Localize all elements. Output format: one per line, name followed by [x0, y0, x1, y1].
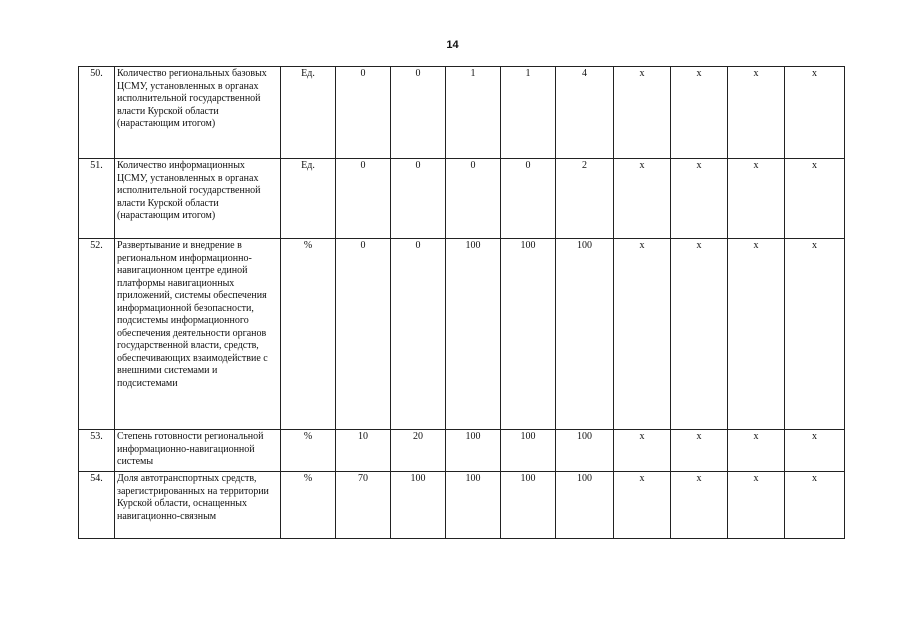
unit-cell: %	[281, 472, 336, 539]
value-cell: 100	[501, 239, 556, 430]
value-cell: х	[785, 472, 845, 539]
value-cell: х	[728, 239, 785, 430]
value-cell: 100	[446, 430, 501, 472]
value-cell: 1	[501, 67, 556, 159]
indicator-name: Доля автотранспортных средств, зарегистрированных на территории Курской области, оснащенных навигационно-связным	[115, 472, 281, 539]
table-row	[79, 430, 845, 472]
row-number: 51.	[79, 159, 115, 239]
value-cell: х	[671, 430, 728, 472]
value-cell: х	[785, 67, 845, 159]
value-cell: 70	[336, 472, 391, 539]
value-cell: 100	[556, 430, 614, 472]
value-cell: 100	[501, 430, 556, 472]
value-cell: х	[614, 472, 671, 539]
unit-cell: %	[281, 239, 336, 430]
indicator-name: Развертывание и внедрение в региональном информационно-навигационном центре единой платформы навигационных приложений, системы обеспечения информационной безопасности, подсистемы информационного обеспечения деятельности органов государственной власти, средств, обеспечивающих взаимодействие с внешними системами и подсистемами	[115, 239, 281, 430]
value-cell: х	[614, 67, 671, 159]
value-cell: 100	[556, 472, 614, 539]
value-cell: 0	[391, 67, 446, 159]
table-row	[79, 159, 845, 239]
value-cell: х	[614, 159, 671, 239]
indicator-name: Количество информационных ЦСМУ, установленных в органах исполнительной государственной власти Курской области (нарастающим итогом)	[115, 159, 281, 239]
value-cell: 0	[501, 159, 556, 239]
row-number: 54.	[79, 472, 115, 539]
unit-cell: Ед.	[281, 67, 336, 159]
value-cell: х	[728, 430, 785, 472]
value-cell: х	[671, 239, 728, 430]
table-row	[79, 472, 845, 539]
unit-cell: Ед.	[281, 159, 336, 239]
value-cell: 0	[336, 239, 391, 430]
indicator-name: Количество региональных базовых ЦСМУ, установленных в органах исполнительной государственной власти Курской области (нарастающим итогом)	[115, 67, 281, 159]
indicator-table	[78, 66, 845, 539]
value-cell: х	[614, 239, 671, 430]
value-cell: х	[785, 159, 845, 239]
value-cell: 1	[446, 67, 501, 159]
value-cell: х	[728, 159, 785, 239]
value-cell: 0	[336, 67, 391, 159]
value-cell: х	[728, 472, 785, 539]
value-cell: х	[671, 159, 728, 239]
value-cell: 0	[391, 159, 446, 239]
value-cell: 100	[501, 472, 556, 539]
value-cell: х	[671, 67, 728, 159]
value-cell: 100	[391, 472, 446, 539]
value-cell: х	[728, 67, 785, 159]
value-cell: 10	[336, 430, 391, 472]
value-cell: х	[785, 239, 845, 430]
value-cell: 4	[556, 67, 614, 159]
value-cell: 20	[391, 430, 446, 472]
value-cell: 0	[336, 159, 391, 239]
row-number: 53.	[79, 430, 115, 472]
value-cell: х	[785, 430, 845, 472]
value-cell: 100	[556, 239, 614, 430]
value-cell: 100	[446, 472, 501, 539]
table-row	[79, 239, 845, 430]
unit-cell: %	[281, 430, 336, 472]
value-cell: 100	[446, 239, 501, 430]
value-cell: 0	[391, 239, 446, 430]
row-number: 52.	[79, 239, 115, 430]
indicator-name: Степень готовности региональной информационно-навигационной системы	[115, 430, 281, 472]
value-cell: 2	[556, 159, 614, 239]
value-cell: 0	[446, 159, 501, 239]
value-cell: х	[671, 472, 728, 539]
value-cell: х	[614, 430, 671, 472]
page-number: 14	[446, 39, 459, 51]
table-row	[79, 67, 845, 159]
row-number: 50.	[79, 67, 115, 159]
